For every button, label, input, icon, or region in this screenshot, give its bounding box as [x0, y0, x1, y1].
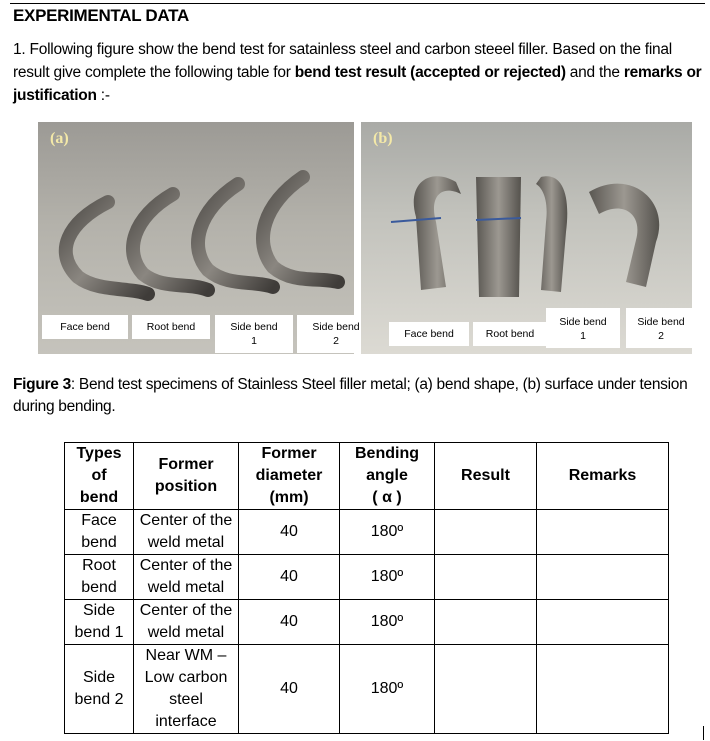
panel-a-tag-root-bend: Root bend [132, 315, 210, 339]
table-row [65, 510, 669, 555]
bend-shape-photo [38, 122, 360, 354]
instructions-paragraph [13, 38, 705, 107]
intro-text-2: and the [565, 64, 624, 81]
cell-remarks[interactable] [537, 600, 669, 645]
cell-bending-angle: 180º [340, 645, 435, 734]
cell-former-diameter: 40 [239, 555, 340, 600]
intro-bold-1: bend test result (accepted or rejected) [294, 64, 566, 81]
panel-b-tag-side-bend-1: Side bend 1 [546, 308, 620, 348]
cell-bend-type: Side bend 2 [65, 645, 134, 734]
cell-result[interactable] [435, 510, 537, 555]
table-header-row [65, 443, 669, 510]
table-row [65, 600, 669, 645]
intro-bold-2: remarks or justification [13, 64, 702, 104]
cell-bending-angle: 180º [340, 555, 435, 600]
top-rule [10, 3, 705, 4]
table-row [65, 645, 669, 734]
header-former-position: Former position [134, 443, 239, 510]
cell-bending-angle: 180º [340, 510, 435, 555]
cell-former-position: Center of the weld metal [134, 555, 239, 600]
cell-remarks[interactable] [537, 645, 669, 734]
panel-b-label: (b) [373, 130, 393, 147]
cell-former-diameter: 40 [239, 600, 340, 645]
intro-text-3: :- [96, 87, 110, 104]
bend-test-table [64, 442, 669, 734]
surface-tension-photo [361, 122, 692, 354]
section-heading: EXPERIMENTAL DATA [13, 6, 189, 25]
panel-a-tag-side-bend-1: Side bend 1 [215, 315, 293, 353]
cell-bend-type: Face bend [65, 510, 134, 555]
cell-bend-type: Side bend 1 [65, 600, 134, 645]
header-types-of-bend: Types of bend [65, 443, 134, 510]
caption-figure-number: Figure 3 [13, 376, 71, 393]
panel-a-label: (a) [50, 130, 69, 147]
figure-caption [13, 374, 705, 418]
header-remarks: Remarks [537, 443, 669, 510]
panel-b-tag-root-bend: Root bend [473, 322, 547, 346]
cell-former-position: Center of the weld metal [134, 600, 239, 645]
header-result: Result [435, 443, 537, 510]
cell-result[interactable] [435, 555, 537, 600]
panel-b-tag-side-bend-2: Side bend 2 [626, 308, 696, 348]
intro-text-1: 1. Following figure show the bend test for satainless steel and carbon steeel filler. Based on the final result give complete the following table for [13, 41, 672, 81]
caption-text: : Bend test specimens of Stainless Steel filler metal; (a) bend shape, (b) surface under tension during bending. [13, 376, 688, 415]
panel-a-tag-side-bend-2: Side bend 2 [297, 315, 375, 353]
cell-remarks[interactable] [537, 555, 669, 600]
table-row [65, 555, 669, 600]
cell-bending-angle: 180º [340, 600, 435, 645]
cell-former-position: Center of the weld metal [134, 510, 239, 555]
cell-result[interactable] [435, 645, 537, 734]
panel-a-tag-face-bend: Face bend [42, 315, 128, 339]
cell-result[interactable] [435, 600, 537, 645]
header-bending-angle: Bending angle ( α ) [340, 443, 435, 510]
cell-former-diameter: 40 [239, 510, 340, 555]
cell-bend-type: Root bend [65, 555, 134, 600]
cell-former-position: Near WM – Low carbon steel interface [134, 645, 239, 734]
header-former-diameter: Former diameter (mm) [239, 443, 340, 510]
cell-former-diameter: 40 [239, 645, 340, 734]
text-cursor [703, 726, 704, 740]
panel-b-tag-face-bend: Face bend [389, 322, 469, 346]
cell-remarks[interactable] [537, 510, 669, 555]
